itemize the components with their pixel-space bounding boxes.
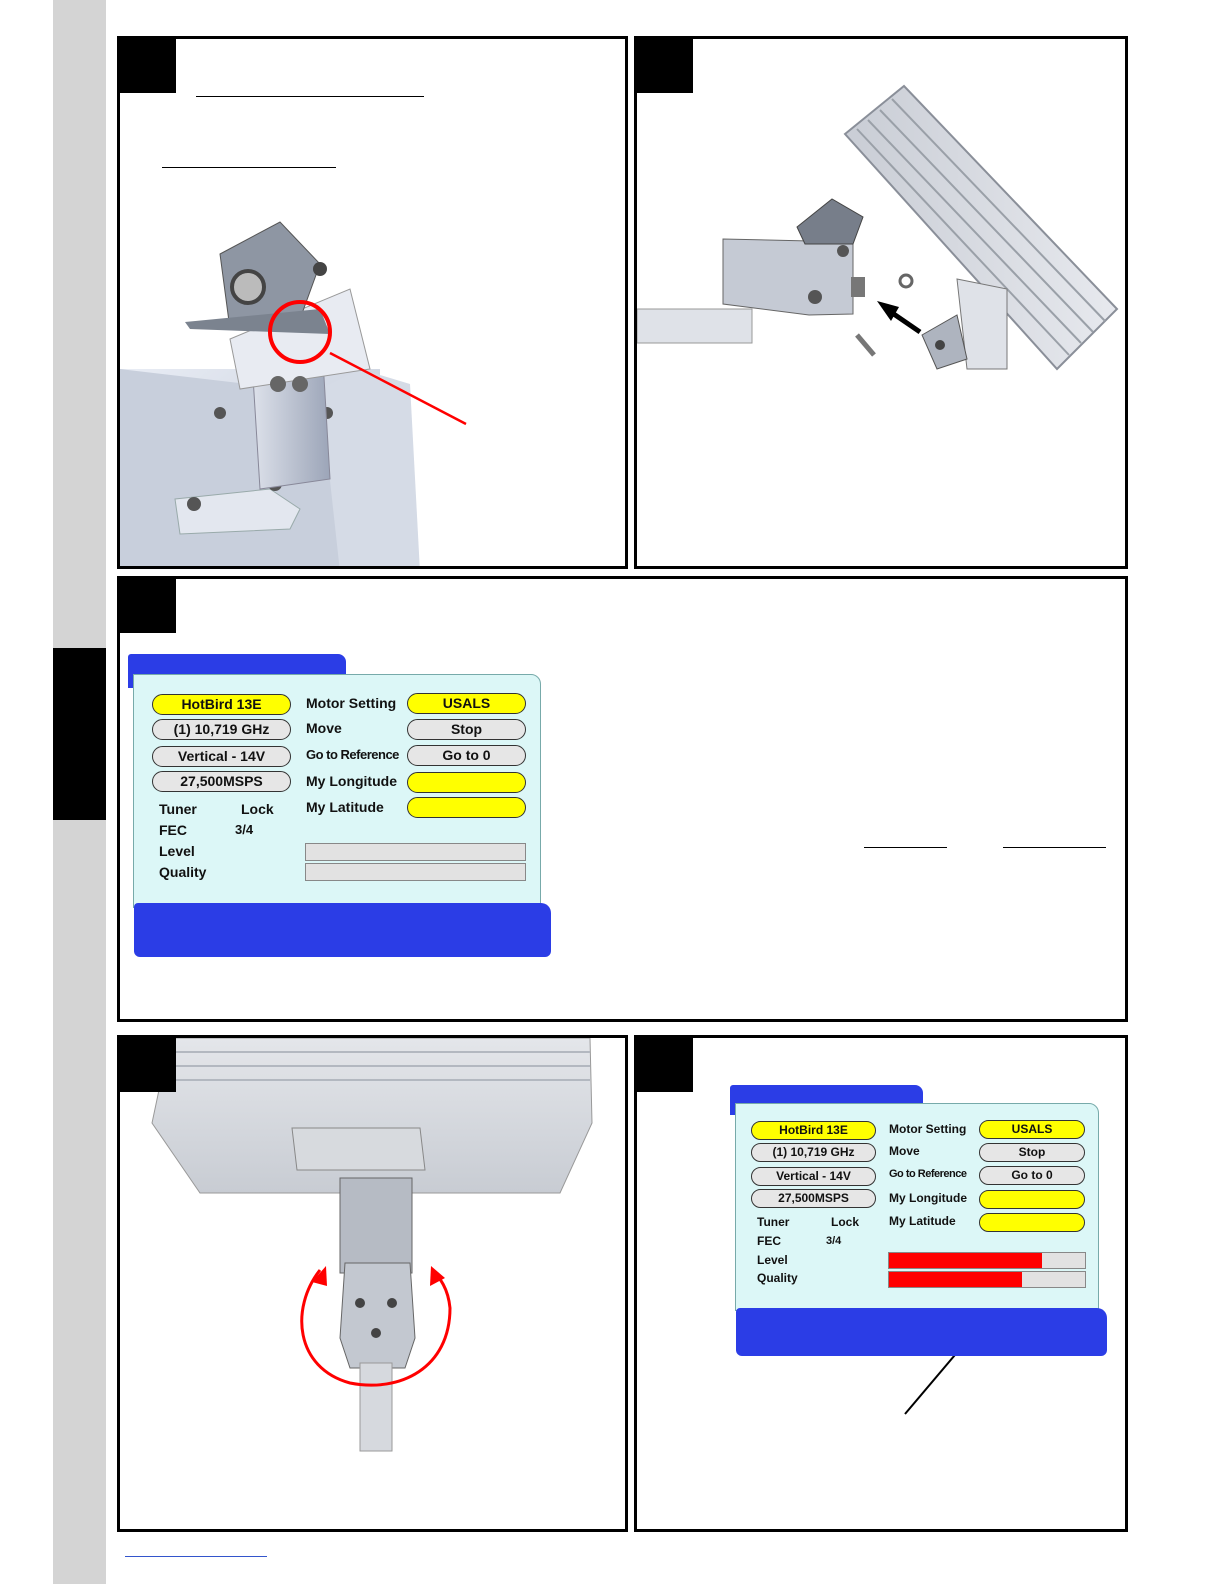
symbol-rate-field[interactable]: 27,500MSPS — [751, 1189, 876, 1208]
tuner-label: Tuner — [159, 801, 197, 817]
step-number-box — [637, 39, 693, 93]
osd-motor-menu-top — [128, 654, 552, 958]
quality-label: Quality — [159, 864, 207, 880]
longitude-field[interactable] — [407, 772, 526, 793]
bracket-assembly-photo — [637, 39, 1128, 569]
symbol-rate-field[interactable]: 27,500MSPS — [152, 771, 291, 792]
motor-setting-field[interactable]: USALS — [979, 1120, 1085, 1139]
step-panel-2 — [634, 36, 1128, 569]
step-number-box — [120, 579, 176, 633]
frequency-field[interactable]: (1) 10,719 GHz — [751, 1143, 876, 1162]
step-panel-4 — [117, 1035, 628, 1532]
tuner-status: Lock — [241, 801, 274, 817]
move-label: Move — [889, 1144, 920, 1158]
chapter-tab — [53, 648, 106, 820]
latitude-field[interactable] — [979, 1213, 1085, 1232]
latitude-label: My Latitude — [889, 1214, 956, 1228]
frequency-field[interactable]: (1) 10,719 GHz — [152, 719, 291, 740]
fec-value: 3/4 — [235, 822, 254, 837]
quality-label: Quality — [757, 1271, 798, 1285]
longitude-field[interactable] — [979, 1190, 1085, 1209]
osd-footer-bar — [736, 1308, 1107, 1356]
osd-footer-bar — [134, 903, 551, 957]
motor-setting-field[interactable]: USALS — [407, 693, 526, 714]
longitude-label: My Longitude — [889, 1191, 967, 1205]
polarity-field[interactable]: Vertical - 14V — [152, 746, 291, 767]
rear-mount-photo — [120, 1038, 628, 1532]
satellite-field[interactable]: HotBird 13E — [751, 1121, 876, 1140]
move-label: Move — [306, 720, 342, 736]
level-bar — [888, 1252, 1086, 1269]
step-number-box — [120, 39, 176, 93]
quality-bar-fill — [889, 1272, 1022, 1287]
footer-underline-rule — [125, 1556, 267, 1557]
quality-bar — [305, 863, 526, 881]
goto-reference-field[interactable]: Go to 0 — [979, 1166, 1085, 1185]
polarity-field[interactable]: Vertical - 14V — [751, 1167, 876, 1186]
motor-setting-label: Motor Setting — [306, 695, 397, 711]
fec-label: FEC — [159, 822, 187, 838]
tuner-status: Lock — [831, 1215, 860, 1229]
level-label: Level — [159, 843, 195, 859]
move-field[interactable]: Stop — [979, 1143, 1085, 1162]
latitude-label: My Latitude — [306, 799, 384, 815]
step-number-box — [637, 1038, 693, 1092]
mount-bracket-photo — [120, 39, 628, 569]
latitude-field[interactable] — [407, 797, 526, 818]
move-field[interactable]: Stop — [407, 719, 526, 740]
longitude-label: My Longitude — [306, 773, 397, 789]
osd-motor-menu-bottom — [730, 1085, 1108, 1357]
fec-value: 3/4 — [826, 1235, 842, 1247]
tuner-label: Tuner — [757, 1215, 790, 1229]
goto-reference-field[interactable]: Go to 0 — [407, 745, 526, 766]
quality-bar — [888, 1271, 1086, 1288]
level-bar — [305, 843, 526, 861]
step-number-box — [120, 1038, 176, 1092]
level-label: Level — [757, 1253, 788, 1267]
underline-rule — [1003, 847, 1106, 848]
satellite-field[interactable]: HotBird 13E — [152, 694, 291, 715]
underline-rule — [864, 847, 947, 848]
step-panel-1 — [117, 36, 628, 569]
motor-setting-label: Motor Setting — [889, 1122, 967, 1136]
goto-reference-label: Go to Reference — [889, 1168, 967, 1180]
fec-label: FEC — [757, 1234, 781, 1248]
level-bar-fill — [889, 1253, 1042, 1268]
goto-reference-label: Go to Reference — [306, 747, 399, 762]
